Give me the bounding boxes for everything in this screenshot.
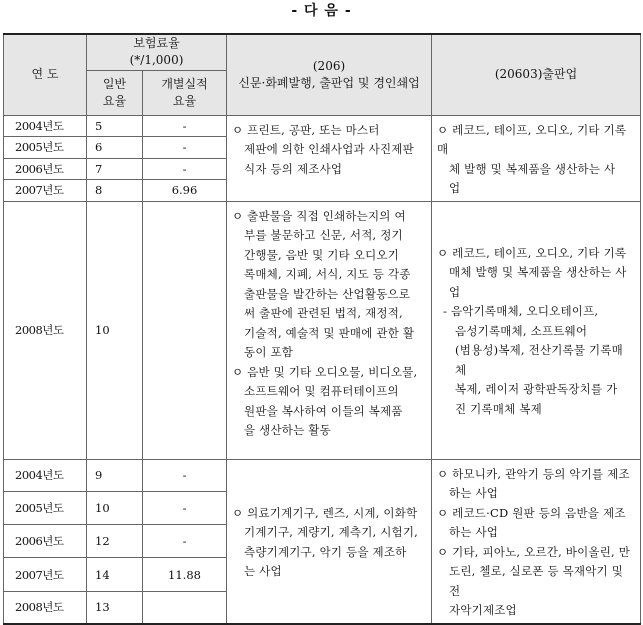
desc-line: ㅇ 출판물을 직접 인쇄하는지의 여	[232, 208, 406, 223]
desc-line: - 음악기록매체, 오디오테이프,	[443, 304, 599, 319]
year-cell: 2006년도	[4, 158, 87, 180]
individual-rate-cell: -	[143, 115, 227, 137]
year-cell: 2008년도	[4, 201, 87, 459]
general-rate-cell: 7	[87, 158, 143, 180]
year-cell: 2008년도	[4, 591, 87, 623]
desc-line: 체 발행 및 복제품을 생산하는 사	[449, 161, 616, 176]
individual-rate-cell: -	[143, 137, 227, 159]
desc-line: 부를 불문하고 신문, 서적, 정기	[244, 228, 403, 242]
desc-line: ㅇ 레코드, 테이프, 오디오, 기타 기록	[437, 245, 627, 260]
desc-line: 측량기계기구, 악기 등을 제조하	[244, 544, 407, 559]
table-row	[4, 201, 641, 459]
desc-line: ㅇ 음반 및 기타 오디오물, 비디오물,	[232, 364, 418, 379]
block2-desc-206	[227, 201, 432, 459]
table-row	[4, 459, 641, 491]
desc-line: 동이 포함	[244, 345, 294, 359]
general-rate-cell: 10	[87, 201, 143, 459]
desc-line: ㅇ 기타, 피아노, 오르간, 바이올린, 만	[437, 544, 631, 559]
desc-line: 하는 사업	[449, 525, 499, 539]
block1-desc-206	[227, 115, 432, 201]
desc-line: 써 출판에 관련된 법적, 재정적,	[244, 306, 403, 320]
individual-rate-cell: -	[143, 491, 227, 524]
insurance-rate-table	[3, 33, 641, 625]
general-rate-cell: 13	[87, 591, 143, 623]
block1-desc-20603	[432, 115, 641, 201]
block3-desc-20603	[432, 459, 641, 624]
individual-rate-cell: -	[143, 459, 227, 491]
block2-desc-20603	[432, 201, 641, 459]
individual-rate-cell	[143, 591, 227, 623]
general-rate-cell: 10	[87, 491, 143, 524]
block3-desc-206	[227, 459, 432, 624]
desc-line: 소프트웨어 및 컴퓨터테이프의	[244, 384, 399, 398]
header-206-code: (206)	[312, 58, 346, 73]
general-rate-cell: 12	[87, 525, 143, 558]
desc-line: 간행물, 음반 및 기타 오디오기	[244, 247, 399, 262]
desc-line: 제판에 의한 인쇄사업과 사진제판	[244, 142, 414, 156]
year-cell: 2007년도	[4, 558, 87, 591]
header-rate-label: 보험료율	[133, 36, 180, 51]
general-rate-cell: 6	[87, 137, 143, 159]
desc-line: 하는 사업	[449, 486, 499, 500]
desc-line: 록매체, 지폐, 서식, 지도 등 각종	[244, 267, 411, 281]
individual-rate-cell: -	[143, 158, 227, 180]
year-cell: 2005년도	[4, 491, 87, 524]
header-individual-line2: 요율	[172, 93, 197, 108]
year-cell: 2006년도	[4, 525, 87, 558]
desc-line: 자악기제조업	[449, 603, 517, 617]
header-individual-line1: 개별실적	[161, 76, 208, 91]
desc-line: 매체 발행 및 복제품을 생산하는 사	[449, 265, 627, 280]
header-year: 연 도	[4, 34, 87, 115]
header-general-line1: 일반	[102, 76, 127, 91]
desc-line: 기계기구, 계량기, 계측기, 시험기,	[244, 525, 419, 539]
table-row	[4, 115, 641, 137]
header-col-20603: (20603)출판업	[432, 34, 641, 115]
desc-line: 업	[449, 181, 461, 195]
desc-line: 음성기록매체, 소프트웨어	[455, 323, 588, 338]
general-rate-cell: 14	[87, 558, 143, 591]
desc-line: ㅇ 레코드, 테이프, 오디오, 기타 기록매	[437, 122, 627, 156]
desc-line: 원판을 복사하여 이들의 복제품	[244, 403, 403, 418]
desc-line: ㅇ 프린트, 공판, 또는 마스터	[232, 122, 380, 137]
desc-line: 업	[449, 284, 461, 299]
header-col-206	[227, 34, 432, 115]
notice-heading: - 다 음 -	[291, 3, 352, 19]
individual-rate-cell: 11.88	[143, 558, 227, 591]
general-rate-cell: 8	[87, 180, 143, 202]
header-general-rate	[87, 70, 143, 115]
year-cell: 2004년도	[4, 459, 87, 491]
header-rate-unit: (*/1,000)	[129, 53, 184, 68]
general-rate-cell: 9	[87, 459, 143, 491]
header-individual-rate	[143, 70, 227, 115]
desc-line: ㅇ 하모니카, 관악기 등의 악기를 제조	[437, 466, 630, 481]
desc-line: 는 사업	[244, 564, 282, 578]
individual-rate-cell: -	[143, 525, 227, 558]
header-rate-group	[87, 34, 227, 70]
desc-line: 복제, 레이저 광학판독장치를 가	[455, 382, 618, 397]
desc-line: ㅇ 레코드·CD 원판 등의 음반을 제조	[437, 505, 626, 520]
individual-rate-cell	[143, 201, 227, 459]
desc-line: 기술적, 예술적 및 판매에 관한 활	[244, 325, 415, 340]
desc-line: ㅇ 의료기계기구, 렌즈, 시계, 이화학	[232, 505, 418, 520]
desc-line: 진 기록매체 복제	[455, 401, 542, 416]
year-cell: 2005년도	[4, 137, 87, 159]
desc-line: 출판물을 발간하는 산업활동으로	[244, 286, 411, 301]
desc-line: 을 생산하는 활동	[244, 423, 331, 437]
individual-rate-cell: 6.96	[143, 180, 227, 202]
desc-line: (범용성)복제, 전산기록물 기록매체	[455, 343, 623, 377]
header-general-line2: 요율	[102, 93, 127, 108]
desc-line: 식자 등의 제조사업	[244, 161, 343, 176]
header-206-name: 신문·화폐발행, 출판업 및 경인쇄업	[238, 75, 420, 90]
year-cell: 2004년도	[4, 115, 87, 137]
general-rate-cell: 5	[87, 115, 143, 137]
desc-line: 도린, 첼로, 실로폰 등 목재악기 및 전	[449, 564, 624, 598]
year-cell: 2007년도	[4, 180, 87, 202]
